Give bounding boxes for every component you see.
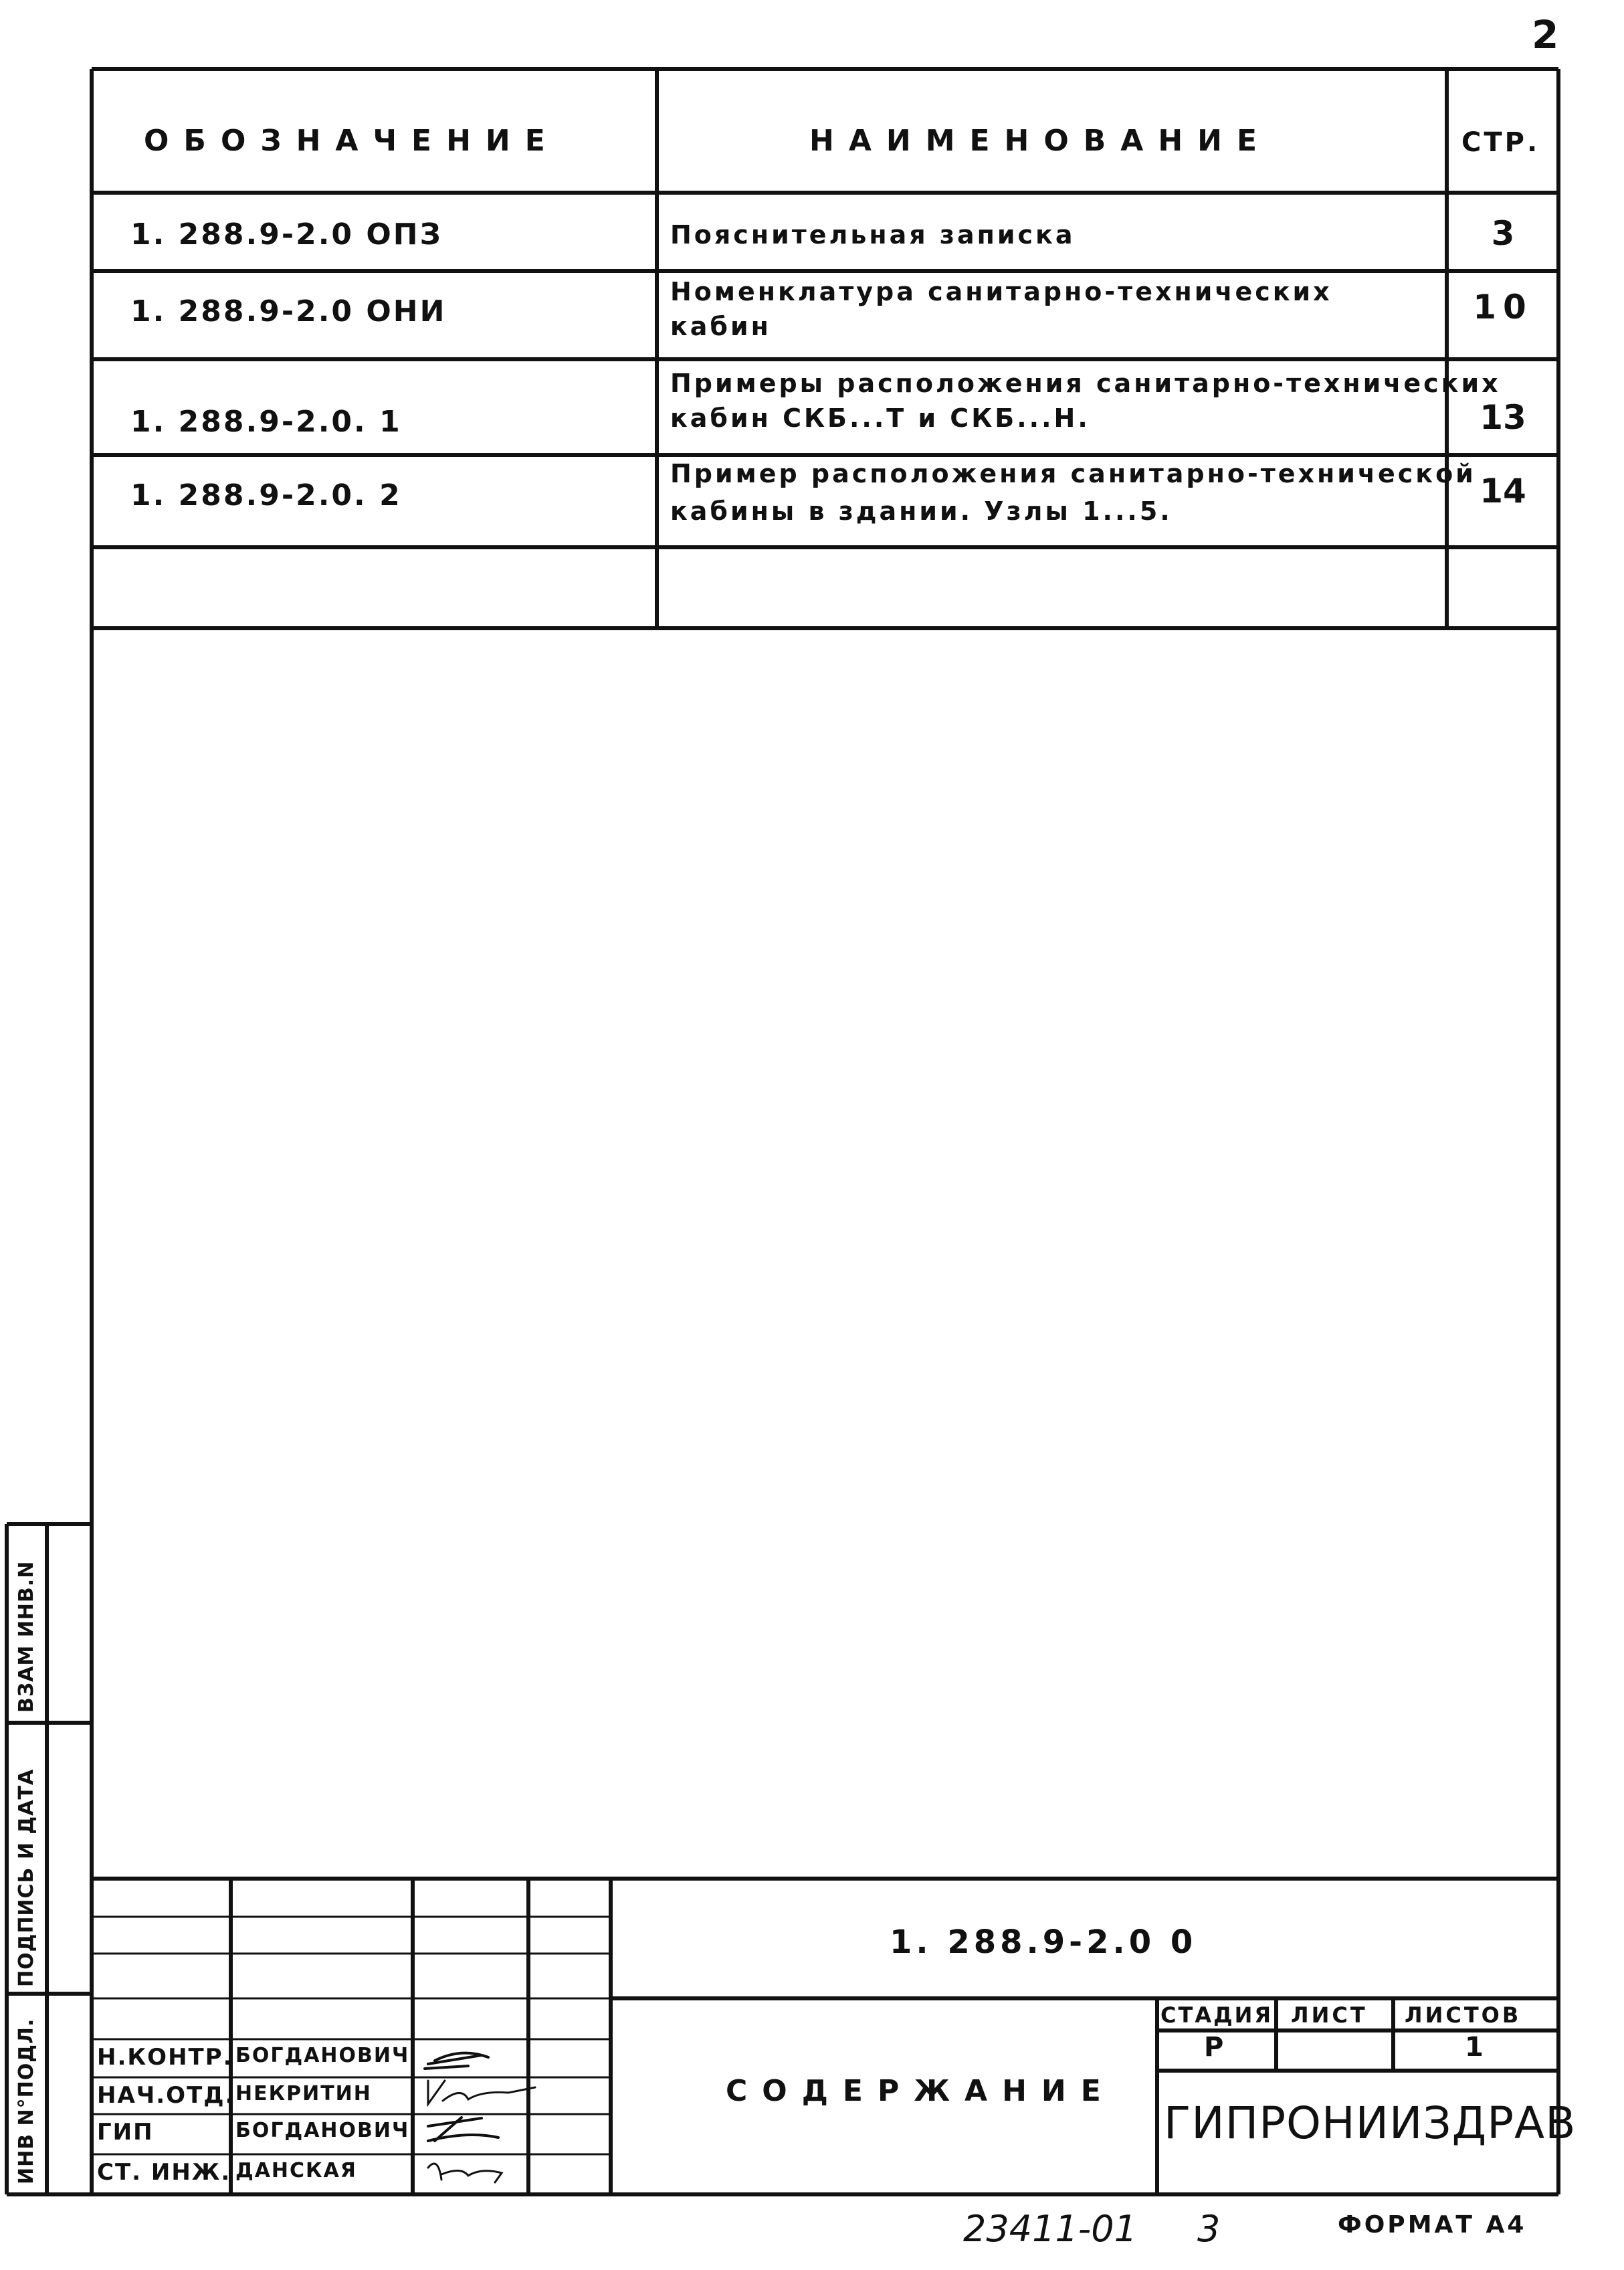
role-st-inzh: СТ. ИНЖ. [97,2159,231,2186]
side-inv-orig-label: ИНВ N°ПОДЛ. [15,2018,38,2184]
row-2-page: 10 [1473,288,1533,326]
document-title: СОДЕРЖАНИЕ [726,2074,1116,2108]
name-gip: БОГДАНОВИЧ [235,2119,410,2142]
row-4-name-line-2: кабины в здании. Узлы 1...5. [670,496,1173,526]
name-n-kontr: БОГДАНОВИЧ [235,2044,410,2067]
row-2-name-line-1: Номенклатура санитарно-технических [670,277,1332,306]
name-nach-otd: НЕКРИТИН [235,2082,372,2105]
row-3-designation: 1. 288.9-2.0. 1 [130,405,402,439]
row-4-name-line-1: Пример расположения санитарно-технической [670,459,1476,488]
role-gip: ГИП [97,2119,154,2146]
row-4-page: 14 [1480,472,1526,510]
header-name: НАИМЕНОВАНИЕ [809,124,1272,158]
row-2-name-line-2: кабин [670,312,771,341]
header-page: СТР. [1461,127,1540,158]
header-designation: ОБОЗНАЧЕНИЕ [144,124,560,158]
format-label: ФОРМАТ А4 [1338,2211,1527,2239]
doc-code: 1. 288.9-2.0 0 [890,1923,1197,1961]
sheet-label: ЛИСТ [1291,2002,1368,2028]
organization-name: ГИПРОНИИЗДРАВ [1164,2097,1577,2149]
row-3-name-line-2: кабин СКБ...Т и СКБ...Н. [670,403,1090,433]
role-n-kontr: Н.КОНТР. [97,2044,233,2071]
row-1-designation: 1. 288.9-2.0 ОПЗ [130,217,443,252]
page-number: 2 [1532,12,1559,58]
row-3-name-line-1: Примеры расположения санитарно-технических [670,369,1501,398]
sheets-value: 1 [1465,2032,1484,2063]
row-1-page: 3 [1491,214,1515,253]
row-1-name: Пояснительная записка [670,220,1076,250]
name-st-inzh: ДАНСКАЯ [235,2159,357,2182]
archive-sheet: 3 [1197,2208,1221,2250]
side-sign-date-label: ПОДПИСЬ И ДАТА [15,1768,38,1987]
side-inv-replace-label: ВЗАМ ИНВ.N [15,1560,38,1713]
role-nach-otd: НАЧ.ОТД. [97,2082,235,2109]
sheets-label: ЛИСТОВ [1405,2002,1522,2028]
row-3-page: 13 [1480,398,1526,437]
row-2-designation: 1. 288.9-2.0 ОНИ [130,294,447,328]
archive-number: 23411-01 [963,2208,1137,2250]
stage-label: СТАДИЯ [1160,2002,1273,2028]
row-4-designation: 1. 288.9-2.0. 2 [130,478,402,512]
stage-value: Р [1204,2032,1224,2063]
